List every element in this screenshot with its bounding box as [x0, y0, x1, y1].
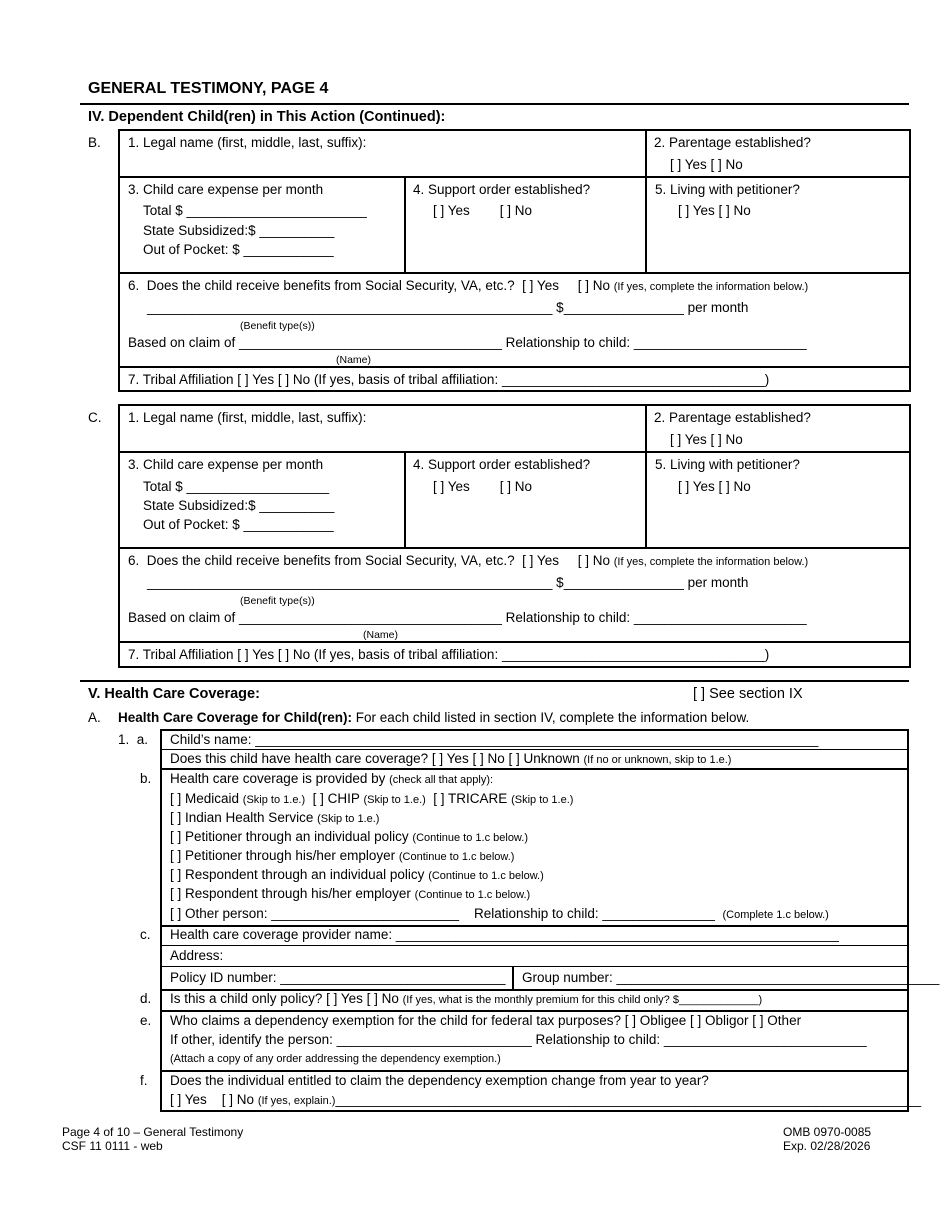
coverage-option-other[interactable]: [ ] Other person: _________________________ Relationship to child: _______________ (Complete 1.c below.) [170, 906, 829, 921]
attach-order-note: (Attach a copy of any order addressing the dependency exemption.) [170, 1053, 501, 1065]
dependency-exemption-question[interactable]: Who claims a dependency exemption for the child for federal tax purposes? [ ] Obligee [ ] Obligor [ ] Other [170, 1013, 802, 1028]
living-label: 5. Living with petitioner? [655, 182, 800, 197]
support-options[interactable]: [ ] Yes [ ] No [433, 203, 533, 218]
address-field[interactable]: Address: [170, 948, 224, 963]
item-e-label: e. [140, 1013, 152, 1028]
benefit-line[interactable]: ______________________________________________________ $________________ per month [147, 575, 749, 590]
item-f-label: f. [140, 1073, 148, 1088]
coverage-option-petitioner-employer[interactable]: [ ] Petitioner through his/her employer (Continue to 1.c below.) [170, 848, 515, 863]
footer-omb: OMB 0970-0085 [783, 1125, 872, 1139]
benefit-line[interactable]: ______________________________________________________ $________________ per month [147, 300, 749, 315]
group-number-field[interactable]: Group number: ___________________________________________ [522, 970, 940, 985]
support-label: 4. Support order established? [413, 182, 591, 197]
living-options[interactable]: [ ] Yes [ ] No [678, 479, 751, 494]
has-coverage-question[interactable]: Does this child have health care coverage? [ ] Yes [ ] No [ ] Unknown (If no or unknown, skip to 1.e.) [170, 751, 732, 766]
childcare-state[interactable]: State Subsidized:$ __________ [143, 223, 335, 238]
benefits-question[interactable]: 6. Does the child receive benefits from Social Security, VA, etc.? [ ] Yes [ ] No (If yes, complete the information below.) [128, 278, 809, 293]
other-person-field[interactable]: If other, identify the person: __________________________ Relationship to child: ___________________________ [170, 1032, 867, 1047]
support-options[interactable]: [ ] Yes [ ] No [433, 479, 533, 494]
childcare-total[interactable]: Total $ ___________________ [143, 479, 330, 494]
tribal-affiliation[interactable]: 7. Tribal Affiliation [ ] Yes [ ] No (If yes, basis of tribal affiliation: ___________________________________) [128, 647, 770, 662]
childcare-total[interactable]: Total $ ________________________ [143, 203, 367, 218]
section-a-heading: Health Care Coverage for Child(ren): For each child listed in section IV, complete the information below. [118, 710, 750, 725]
childcare-title: 3. Child care expense per month [128, 182, 324, 197]
exemption-change-question: Does the individual entitled to claim the dependency exemption change from year to year? [170, 1073, 709, 1088]
child-letter: C. [88, 410, 102, 425]
provider-name-field[interactable]: Health care coverage provider name: ___________________________________________________________ [170, 927, 839, 942]
section-v-divider [80, 680, 909, 682]
exemption-change-options[interactable]: [ ] Yes [ ] No (If yes, explain.)______________________________________________________________________________ [170, 1092, 922, 1107]
benefit-type-caption: (Benefit type(s)) [240, 320, 315, 332]
living-label: 5. Living with petitioner? [655, 457, 800, 472]
item-c-label: c. [140, 927, 151, 942]
footer-exp: Exp. 02/28/2026 [783, 1139, 871, 1153]
child-box [118, 404, 911, 668]
child-box [118, 129, 911, 392]
child-letter: B. [88, 135, 101, 150]
living-options[interactable]: [ ] Yes [ ] No [678, 203, 751, 218]
child-only-policy[interactable]: Is this a child only policy? [ ] Yes [ ] No (If yes, what is the monthly premium for this child only? $_____________) [170, 991, 763, 1006]
childcare-pocket[interactable]: Out of Pocket: $ ____________ [143, 517, 334, 532]
benefit-type-caption: (Benefit type(s)) [240, 595, 315, 607]
childcare-state[interactable]: State Subsidized:$ __________ [143, 498, 335, 513]
name-caption: (Name) [336, 354, 372, 366]
item-1a-label: 1. a. [118, 732, 149, 747]
page-title: GENERAL TESTIMONY, PAGE 4 [88, 80, 329, 97]
parentage-label: 2. Parentage established? [654, 410, 811, 425]
childcare-pocket[interactable]: Out of Pocket: $ ____________ [143, 242, 334, 257]
legal-name-label: 1. Legal name (first, middle, last, suffix): [128, 410, 367, 425]
support-label: 4. Support order established? [413, 457, 591, 472]
coverage-option-ihs[interactable]: [ ] Indian Health Service (Skip to 1.e.) [170, 810, 380, 825]
claim-line[interactable]: Based on claim of ___________________________________ Relationship to child: _______________________ [128, 335, 807, 350]
claim-line[interactable]: Based on claim of ___________________________________ Relationship to child: _______________________ [128, 610, 807, 625]
legal-name-label: 1. Legal name (first, middle, last, suffix): [128, 135, 367, 150]
coverage-option-petitioner-individual[interactable]: [ ] Petitioner through an individual policy (Continue to 1.c below.) [170, 829, 528, 844]
see-section-ix[interactable]: [ ] See section IX [693, 686, 803, 702]
policy-id-field[interactable]: Policy ID number: ______________________________ [170, 970, 506, 985]
tribal-affiliation[interactable]: 7. Tribal Affiliation [ ] Yes [ ] No (If yes, basis of tribal affiliation: ___________________________________) [128, 372, 770, 387]
childcare-title: 3. Child care expense per month [128, 457, 324, 472]
item-d-label: d. [140, 991, 152, 1006]
item-b-label: b. [140, 771, 152, 786]
coverage-option-respondent-employer[interactable]: [ ] Respondent through his/her employer (Continue to 1.c below.) [170, 886, 531, 901]
coverage-option-respondent-individual[interactable]: [ ] Respondent through an individual policy (Continue to 1.c below.) [170, 867, 544, 882]
footer-page: Page 4 of 10 – General Testimony [62, 1125, 244, 1139]
footer-form: CSF 11 0111 - web [62, 1139, 163, 1153]
child-name-field[interactable]: Child’s name: ___________________________________________________________________________ [170, 732, 819, 747]
parentage-options[interactable]: [ ] Yes [ ] No [670, 157, 743, 172]
coverage-option-public[interactable]: [ ] Medicaid (Skip to 1.e.) [ ] CHIP (Skip to 1.e.) [ ] TRICARE (Skip to 1.e.) [170, 791, 574, 806]
coverage-provided-by: Health care coverage is provided by (check all that apply): [170, 771, 494, 786]
section-iv-title: IV. Dependent Child(ren) in This Action (Continued): [88, 109, 446, 125]
benefits-question[interactable]: 6. Does the child receive benefits from Social Security, VA, etc.? [ ] Yes [ ] No (If yes, complete the information below.) [128, 553, 809, 568]
name-caption: (Name) [363, 629, 399, 641]
header-divider [80, 103, 909, 105]
section-a-letter: A. [88, 710, 101, 725]
parentage-options[interactable]: [ ] Yes [ ] No [670, 432, 743, 447]
parentage-label: 2. Parentage established? [654, 135, 811, 150]
section-v-title: V. Health Care Coverage: [88, 686, 260, 702]
